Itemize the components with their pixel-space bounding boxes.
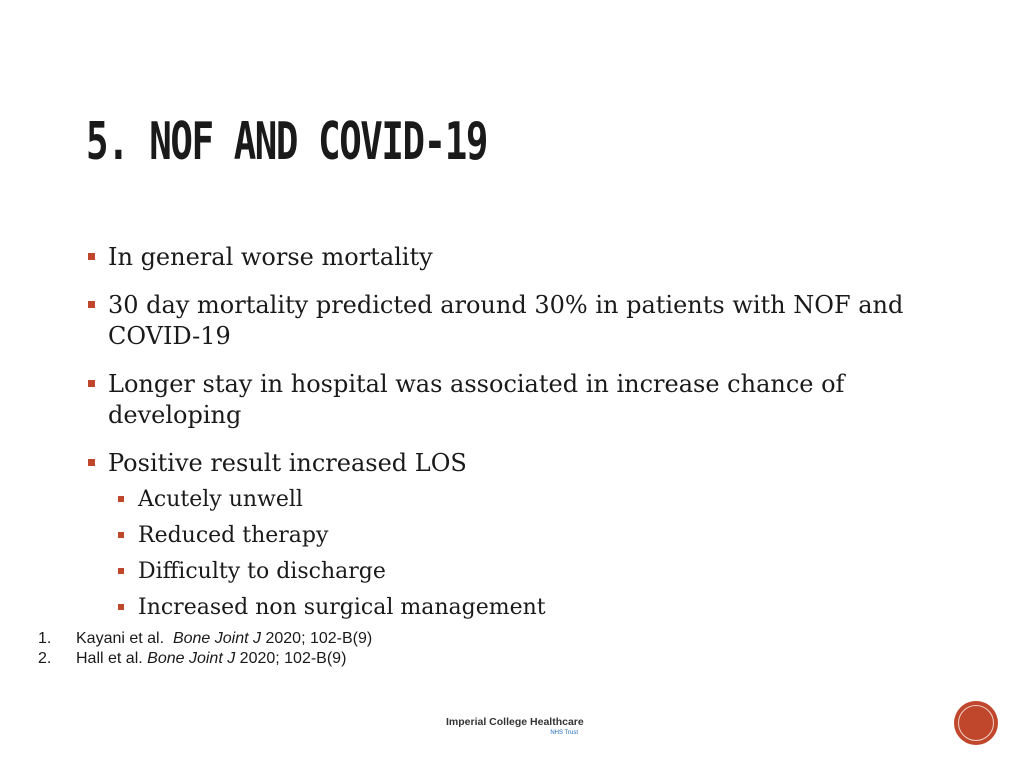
reference-details: 2020; 102-B(9) [265, 630, 373, 647]
square-bullet-icon [118, 568, 124, 574]
bullet-item [86, 448, 916, 479]
square-bullet-icon [118, 532, 124, 538]
sub-bullet-item [116, 590, 916, 626]
bullet-item [86, 242, 916, 273]
sub-bullet-item [116, 554, 916, 590]
logo-sub-text: NHS Trust [550, 730, 578, 736]
reference-item [38, 629, 372, 649]
square-bullet-icon [88, 301, 95, 308]
bullet-text: Positive result increased LOS [108, 449, 467, 477]
sub-bullet-text: Acutely unwell [138, 487, 303, 512]
square-bullet-icon [118, 496, 124, 502]
sub-bullet-text: Increased non surgical management [138, 595, 546, 620]
bullet-item [86, 369, 916, 431]
logo-main-text: Imperial College Healthcare [446, 716, 584, 728]
slide-title: 5. NOF AND COVID-19 [86, 112, 487, 172]
sub-bullet-list [86, 482, 916, 626]
square-bullet-icon [88, 459, 95, 466]
bullet-text: Longer stay in hospital was associated in increase chance of developing [108, 370, 845, 429]
sub-bullet-text: Reduced therapy [138, 523, 329, 548]
reference-number: 1. [38, 630, 52, 647]
slide-number-circle-icon [954, 701, 998, 745]
bullet-item [86, 290, 916, 352]
reference-journal: Bone Joint J [172, 630, 262, 647]
reference-details: 2020; 102-B(9) [239, 650, 347, 667]
bullet-text: 30 day mortality predicted around 30% in patients with NOF and COVID-19 [108, 291, 904, 350]
reference-journal: Bone Joint J [147, 650, 236, 667]
square-bullet-icon [88, 253, 95, 260]
reference-item [38, 649, 372, 669]
sub-bullet-text: Difficulty to discharge [138, 559, 386, 584]
sub-bullet-item [116, 518, 916, 554]
bullet-list [86, 242, 916, 626]
square-bullet-icon [88, 380, 95, 387]
reference-authors: Hall et al. [76, 650, 143, 667]
circle-ring [958, 705, 994, 741]
sub-bullet-item [116, 482, 916, 518]
reference-authors: Kayani et al. [76, 630, 165, 647]
trust-logo [446, 716, 584, 736]
references [38, 629, 372, 669]
reference-number: 2. [38, 650, 52, 667]
bullet-text: In general worse mortality [108, 243, 433, 271]
square-bullet-icon [118, 604, 124, 610]
